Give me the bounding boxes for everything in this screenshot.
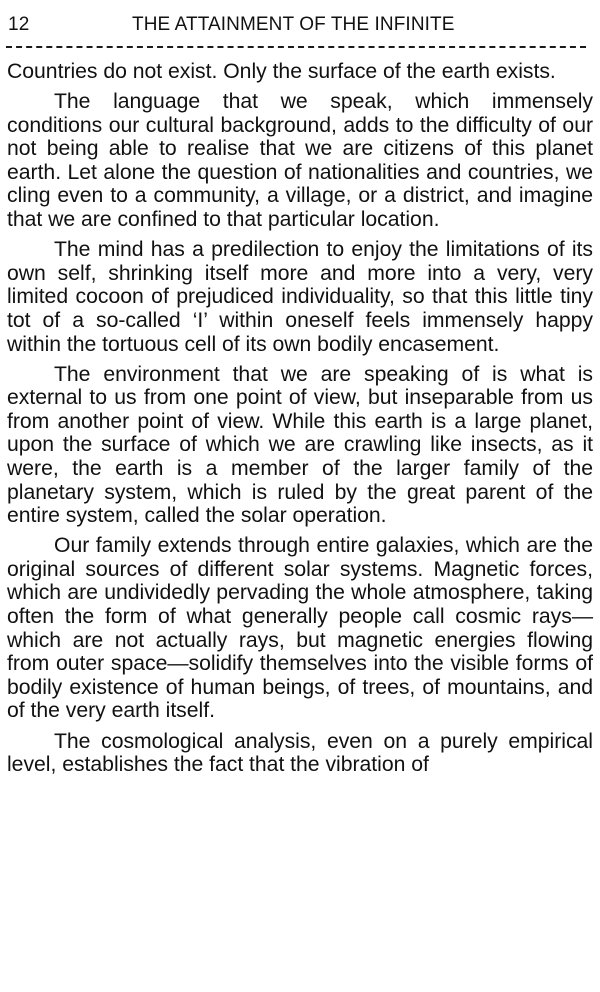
paragraph-3: The mind has a predilection to enjoy the limitations of its own self, shrinking itself more and more into a very, very limited cocoon of prejudiced individuality, so that this little tiny tot of a so-called ‘I’ within oneself feels immensely happy within the tortuous cell of its own bodily encasement. xyxy=(7,238,593,356)
paragraph-6: The cosmological analysis, even on a purely empirical level, establishes the fact that the vibration of xyxy=(7,729,593,777)
page-number: 12 xyxy=(8,14,30,35)
paragraph-5: Our family extends through entire galaxies, which are the original sources of different solar systems. Magnetic forces, which are undividedly pervading the whole atmosphere, taking often the form of what generally people call cosmic rays—which are not actually rays, but magnetic energies flowing from outer space—solidify themselves into the visible forms of bodily existence of human beings, of trees, of mountains, and of the very earth itself. xyxy=(7,534,593,723)
paragraph-2: The language that we speak, which immensely conditions our cultural background, adds to the difficulty of our not being able to realise that we are citizens of this planet earth. Let alone the question of nationalities and countries, we cling even to a community, a village, or a district, and imagine that we are confined to that particular location. xyxy=(7,90,593,232)
body-text xyxy=(7,60,593,783)
paragraph-4: The environment that we are speaking of is what is external to us from one point of view, but inseparable from us from another point of view. While this earth is a large planet, upon the surface of which we are crawling like insects, as it were, the earth is a member of the larger family of the planetary system, which is ruled by the great parent of the entire system, called the solar operation. xyxy=(7,362,593,528)
paragraph-1: Countries do not exist. Only the surface of the earth exists. xyxy=(7,60,556,83)
page-header xyxy=(6,8,588,36)
running-head: THE ATTAINMENT OF THE INFINITE xyxy=(132,14,455,35)
header-divider xyxy=(6,46,586,48)
